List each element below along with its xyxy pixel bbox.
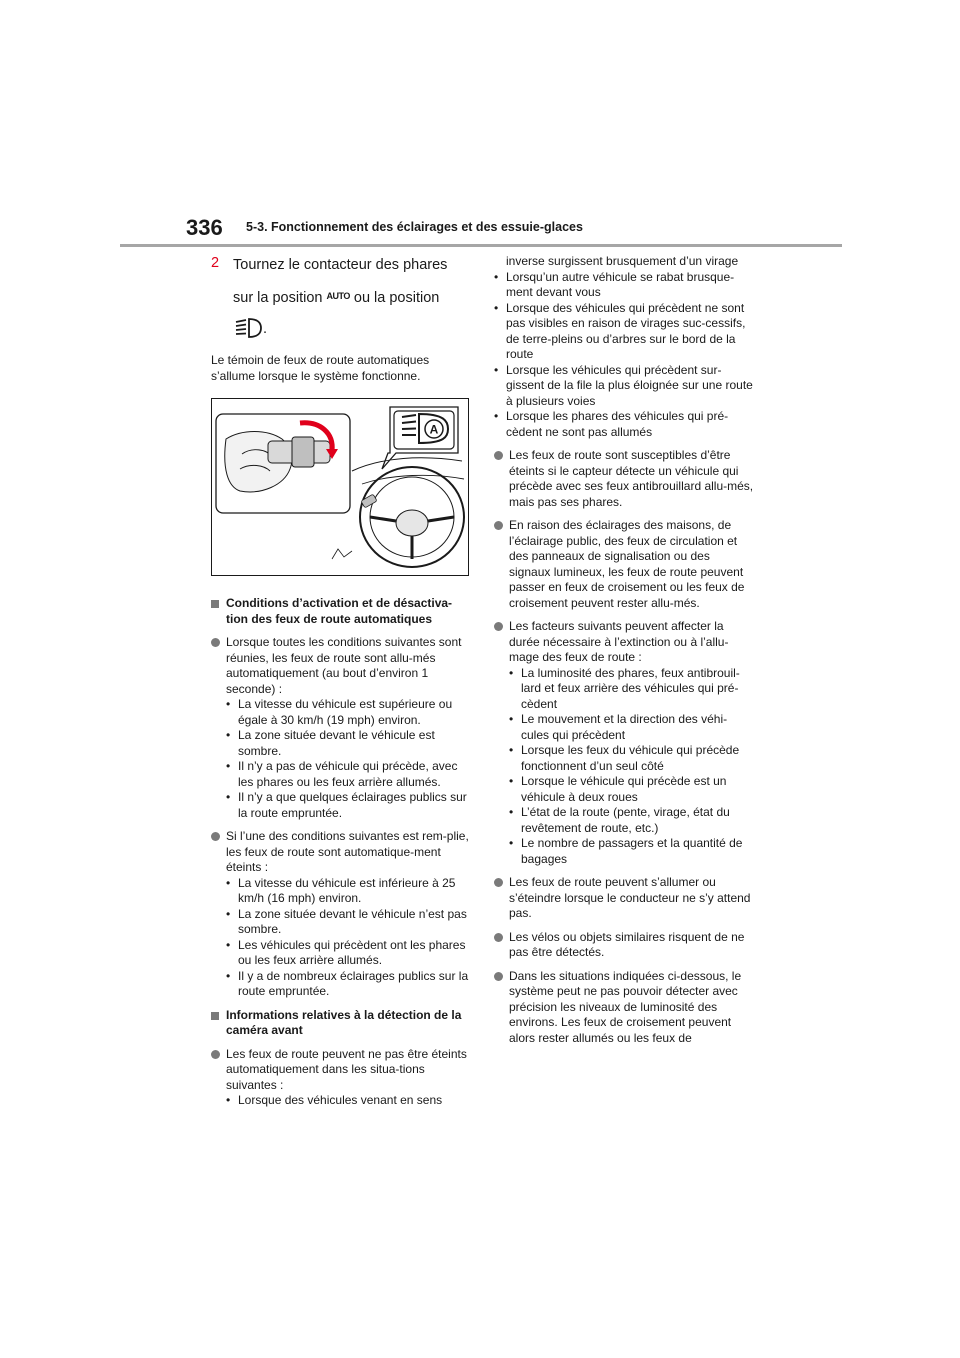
section-heading-text: Informations relatives à la détection de la caméra avant xyxy=(226,1007,462,1037)
step-number: 2 xyxy=(211,255,220,271)
bullet-text: La vitesse du véhicule est inférieure à 25 km/h (16 mph) environ. xyxy=(238,875,456,905)
bullet-item xyxy=(494,363,754,410)
step-text-middle: ou la position xyxy=(353,290,440,306)
bullet-marker: • xyxy=(509,743,514,757)
bullet-item xyxy=(226,938,469,969)
bullet-marker: • xyxy=(226,968,231,983)
step-2 xyxy=(211,256,469,345)
right-column xyxy=(494,254,754,1054)
bullet-text: Les véhicules qui précèdent ont les phares ou les feux arrière allumés. xyxy=(238,937,466,967)
bullet-text: La zone située devant le véhicule n’est pas sombre. xyxy=(238,906,467,936)
bullet-text: La luminosité des phares, feux antibrouil-lard et feux arrière des véhicules qui pré-cèdent xyxy=(521,665,740,711)
section-heading-text: Conditions d’activation et de désactiva-tion des feux de route automatiques xyxy=(226,596,453,626)
bullet-circle-icon xyxy=(494,878,503,887)
left-column xyxy=(211,254,469,1117)
list-item xyxy=(211,829,469,1000)
section-heading xyxy=(211,1008,469,1039)
list-item-body xyxy=(509,969,754,1047)
list-item-text: En raison des éclairages des maisons, de l’éclairage public, des feux de circulation et des panneaux de signalisation ou des signaux lumineux, les feux de route peuvent passer en feux de croisement ou les feux de croisement peuvent rester allu-més. xyxy=(509,518,745,610)
bullet-marker: • xyxy=(509,665,514,680)
list-item-body xyxy=(509,875,754,922)
headlight-switch-illustration xyxy=(211,398,469,576)
list-item-body xyxy=(509,448,754,510)
bullet-marker: • xyxy=(509,805,514,819)
bullet-circle-icon xyxy=(211,638,220,647)
bullet-text: Il n’y a que quelques éclairages publics sur la route empruntée. xyxy=(238,790,467,820)
bullet-marker: • xyxy=(226,759,231,773)
bullet-circle-icon xyxy=(494,933,503,942)
bullet-item xyxy=(226,876,469,907)
bullet-circle-icon xyxy=(494,451,503,460)
bullet-item xyxy=(226,697,469,728)
list-item-text: Si l’une des conditions suivantes est rem-plie, les feux de route sont automatique-ment éteints : xyxy=(226,829,469,874)
step-text-end: . xyxy=(263,321,268,337)
bullet-text: Lorsque les feux du véhicule qui précède fonctionnent d’un seul côté xyxy=(521,743,740,773)
bullet-marker: • xyxy=(509,836,514,850)
bullet-marker: • xyxy=(494,362,499,377)
bullet-marker: • xyxy=(226,728,231,742)
list-item-text: Dans les situations indiquées ci-dessous, le système peut ne pas pouvoir détecter avec précision les niveaux de luminosité des environs. Les feux de croisement peuvent alors rester allumés ou les feux de xyxy=(509,968,742,1045)
step-note: Le témoin de feux de route automatiques s’allume lorsque le système fonctionne. xyxy=(211,353,430,383)
section-heading xyxy=(211,596,469,627)
bullet-text: Lorsque des véhicules venant en sens xyxy=(238,1093,443,1107)
list-item-body xyxy=(226,1047,469,1109)
bullet-marker: • xyxy=(494,409,499,423)
continued-bullet xyxy=(494,254,754,270)
list-item-body xyxy=(226,635,469,821)
bullet-circle-icon xyxy=(494,972,503,981)
list-item xyxy=(494,619,754,867)
list-item-text: Lorsque toutes les conditions suivantes sont réunies, les feux de route sont allu-més automatiquement (au bout d’environ 1 seconde) : xyxy=(226,635,462,696)
illustration-drawing xyxy=(212,399,468,575)
bullet-marker: • xyxy=(226,790,231,804)
bullet-item xyxy=(226,907,469,938)
continued-bullet-text: inverse surgissent brusquement d’un virage xyxy=(506,254,739,268)
list-item xyxy=(211,1047,469,1109)
step-text-before: Tournez le contacteur des phares sur la position xyxy=(233,257,448,306)
list-item xyxy=(494,448,754,510)
bullet-text: Il y a de nombreux éclairages publics sur la route empruntée. xyxy=(238,968,469,998)
bullet-circle-icon xyxy=(494,622,503,631)
bullet-text: Le nombre de passagers et la quantité de bagages xyxy=(521,836,743,866)
continued-bullet-list xyxy=(494,270,754,441)
bullet-text: Lorsqu’un autre véhicule se rabat brusque-ment devant vous xyxy=(506,269,735,299)
list-item xyxy=(211,635,469,821)
section-title: 5-3. Fonctionnement des éclairages et des essuie-glaces xyxy=(246,220,583,234)
bullet-circle-icon xyxy=(211,1050,220,1059)
list-item-text: Les feux de route sont susceptibles d’être éteints si le capteur détecte un véhicule qui précède avec ses feux antibrouillard allu-més, mais pas ses phares. xyxy=(509,448,754,509)
list-item xyxy=(494,969,754,1047)
bullet-text: L’état de la route (pente, virage, état du revêtement de route, etc.) xyxy=(521,805,730,835)
list-item-text: Les vélos ou objets similaires risquent de ne pas être détectés. xyxy=(509,929,745,959)
bullet-circle-icon xyxy=(494,521,503,530)
step-instruction xyxy=(233,250,469,345)
square-marker-icon xyxy=(211,1012,219,1020)
list-item xyxy=(494,518,754,611)
list-item-body xyxy=(226,829,469,1000)
list-item-body xyxy=(509,518,754,611)
bullet-item xyxy=(509,836,754,867)
bullet-marker: • xyxy=(226,697,231,711)
bullet-item xyxy=(509,712,754,743)
bullet-item xyxy=(494,270,754,301)
bullet-item xyxy=(226,728,469,759)
bullet-item xyxy=(509,743,754,774)
bullet-marker: • xyxy=(494,269,499,284)
auto-position-symbol: AUTO xyxy=(326,291,350,301)
left-sections xyxy=(211,596,469,1109)
square-marker-icon xyxy=(211,600,219,608)
bullet-text: Le mouvement et la direction des véhi-cules qui précèdent xyxy=(521,712,728,742)
bullet-text: La zone située devant le véhicule est sombre. xyxy=(238,728,435,758)
right-items xyxy=(494,448,754,1046)
bullet-marker: • xyxy=(509,774,514,788)
automatic-high-beam-icon xyxy=(233,317,263,339)
bullet-item xyxy=(509,774,754,805)
bullet-text: Lorsque les véhicules qui précèdent sur-gissent de la file la plus éloignée sur une route à plusieurs voies xyxy=(506,362,753,408)
bullet-marker: • xyxy=(226,937,231,952)
bullet-marker: • xyxy=(226,875,231,890)
bullet-item xyxy=(226,790,469,821)
list-item xyxy=(494,930,754,961)
indicator-badge-letter: A xyxy=(429,422,439,437)
list-item-text: Les facteurs suivants peuvent affecter la durée nécessaire à l’extinction ou à l’allu-mage des feux de route : xyxy=(509,619,729,664)
bullet-item xyxy=(494,409,754,440)
bullet-text: Lorsque des véhicules qui précèdent ne sont pas visibles en raison de virages suc-cessifs, de terre-pleins ou d’arbres sur le bord de la route xyxy=(506,300,746,361)
bullet-marker: • xyxy=(494,300,499,315)
bullet-marker: • xyxy=(509,712,514,726)
bullet-text: Il n’y a pas de véhicule qui précède, avec les phares ou les feux arrière allumés. xyxy=(238,759,458,789)
list-item-body xyxy=(509,619,754,867)
bullet-item xyxy=(509,805,754,836)
bullet-marker: • xyxy=(226,906,231,921)
list-item-text: Les feux de route peuvent s’allumer ou s’éteindre lorsque le conducteur ne s’y attend pas. xyxy=(509,875,751,920)
bullet-item xyxy=(226,1093,469,1109)
bullet-text: La vitesse du véhicule est supérieure ou égale à 30 km/h (19 mph) environ. xyxy=(238,697,453,727)
header-divider xyxy=(120,244,842,247)
bullet-item xyxy=(226,969,469,1000)
bullet-text: Lorsque les phares des véhicules qui pré-cèdent ne sont pas allumés xyxy=(506,409,729,439)
bullet-item xyxy=(226,759,469,790)
bullet-item xyxy=(494,301,754,363)
page-number: 336 xyxy=(186,215,223,240)
list-item xyxy=(494,875,754,922)
bullet-circle-icon xyxy=(211,832,220,841)
bullet-marker: • xyxy=(226,1093,231,1107)
bullet-item xyxy=(509,666,754,713)
list-item-body xyxy=(509,930,754,961)
list-item-text: Les feux de route peuvent ne pas être éteints automatiquement dans les situa-tions suivantes : xyxy=(226,1046,467,1092)
bullet-text: Lorsque le véhicule qui précède est un véhicule à deux roues xyxy=(521,774,727,804)
